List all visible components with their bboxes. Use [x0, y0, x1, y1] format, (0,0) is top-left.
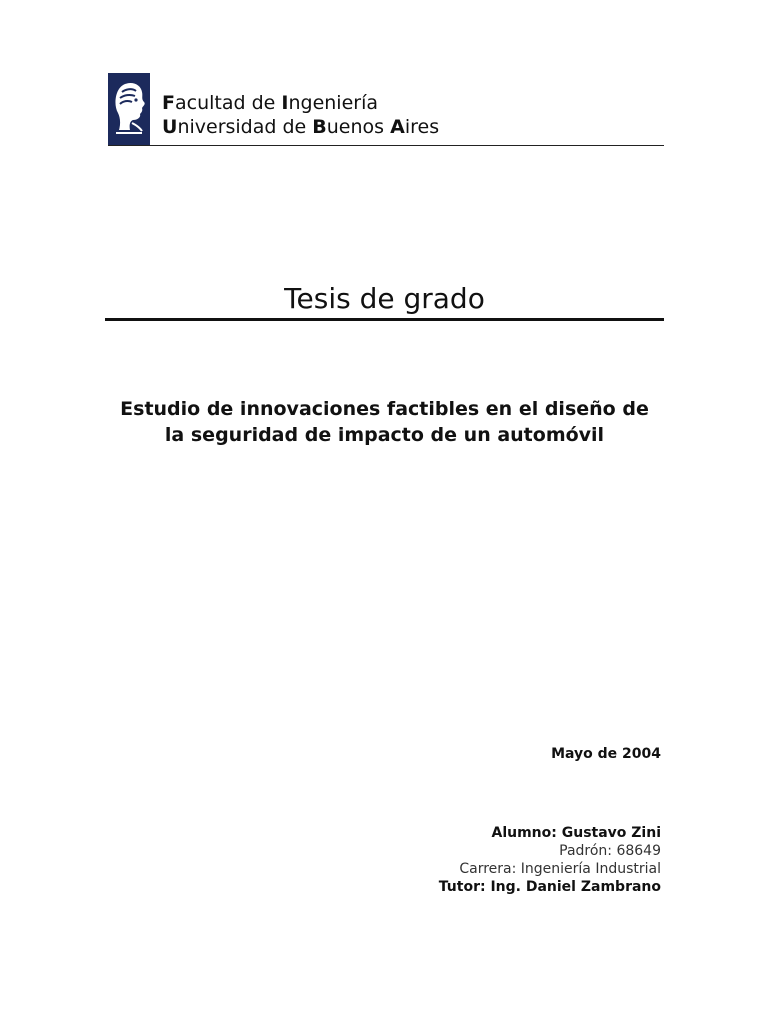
tutor-name: Tutor: Ing. Daniel Zambrano	[438, 879, 661, 895]
credits-block	[439, 824, 661, 896]
institution-name	[162, 91, 439, 139]
university-name	[162, 115, 439, 139]
faculty-word-1: acultad de	[174, 92, 282, 114]
university-initial-b: B	[312, 116, 327, 138]
student-padron: Padrón: 68649	[559, 843, 661, 859]
institution-header	[108, 73, 664, 146]
document-date: Mayo de 2004	[551, 746, 661, 762]
thesis-title-line-1: Estudio de innovaciones factibles en el diseño de	[120, 398, 649, 420]
university-logo-icon	[108, 73, 150, 145]
university-initial-a: A	[390, 116, 405, 138]
university-word-1: niversidad de	[177, 116, 313, 138]
faculty-initial-i: I	[281, 92, 289, 114]
document-type-heading: Tesis de grado	[105, 281, 664, 321]
faculty-word-2: ngeniería	[288, 92, 379, 114]
thesis-title	[105, 396, 664, 448]
thesis-title-line-2: la seguridad de impacto de un automóvil	[164, 424, 605, 446]
student-name: Alumno: Gustavo Zini	[491, 825, 661, 841]
student-career: Carrera: Ingeniería Industrial	[459, 861, 661, 877]
faculty-name	[162, 91, 439, 115]
faculty-initial-f: F	[162, 92, 175, 114]
university-word-2: uenos	[326, 116, 391, 138]
university-word-3: ires	[404, 116, 440, 138]
university-initial-u: U	[162, 116, 178, 138]
